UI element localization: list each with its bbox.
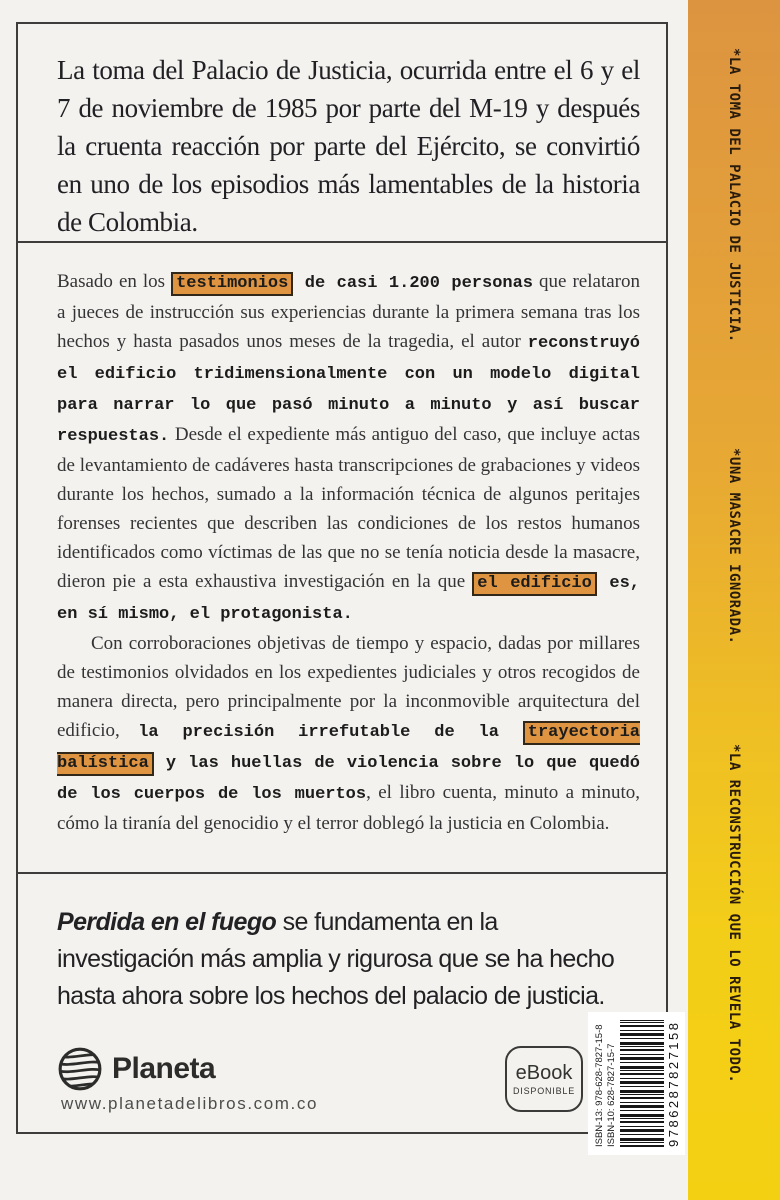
- publisher-brand: [57, 1046, 215, 1092]
- barcode: [588, 1012, 685, 1155]
- barcode-isbn10: ISBN-10: 628-7827-15-7: [605, 1043, 617, 1147]
- footer-section: [18, 874, 666, 1130]
- ebook-badge: [505, 1046, 583, 1112]
- publisher-name: Planeta: [112, 1052, 216, 1085]
- footer-blurb: Perdida en el fuego se fundamenta en la investigación más amplia y rigurosa que se ha hecho hasta ahora sobre los hechos del palacio de justicia.: [57, 908, 615, 1010]
- ebook-badge-sublabel: DISPONIBLE: [512, 1086, 576, 1096]
- synopsis-section: [18, 243, 666, 874]
- body-paragraph: Basado en los testimonios de casi 1.200 personas que relataron a jueces de instrucción sus experiencias durante la primera semana tras los hechos y hasta pasados unos meses de la tragedia, el autor reconstruyó el edificio tridimensionalmente con un modelo digital para narrar lo que pasó minuto a minuto y así buscar respuestas. Desde el expediente más antiguo del caso, que incluye actas de levantamiento de cadáveres hasta transcripciones de grabaciones y videos durante los hechos, sumado a la información técnica de algunos peritajes forenses recientes que describen las condiciones de los restos humanos identificados como víctimas de las que no se tenía noticia desde la masacre, dieron pie a esta exhaustiva investigación en la que el edificio es, en sí mismo, el protagonista.: [57, 271, 640, 624]
- content-frame: [16, 22, 668, 1134]
- barcode-bars-icon: [620, 1020, 664, 1147]
- spine-tagline-2: *UNA MASACRE IGNORADA.: [726, 448, 742, 645]
- spine-strip: [688, 0, 780, 1200]
- ebook-badge-label: eBook: [515, 1062, 573, 1084]
- barcode-content: [588, 1012, 685, 1155]
- publisher-website: www.planetadelibros.com.co: [61, 1094, 319, 1113]
- spine-tagline-3: *LA RECONSTRUCCIÓN QUE LO REVELA TODO.: [726, 744, 742, 1084]
- barcode-number: 9786287827158: [666, 1020, 681, 1147]
- planeta-logo-icon: [57, 1046, 103, 1092]
- barcode-isbn13: ISBN-13: 978-628-7827-15-8: [594, 1024, 605, 1147]
- body-paragraph: Con corroboraciones objetivas de tiempo y espacio, dadas por millares de testimonios olvidados en los expedientes judiciales y otros recogidos de manera directa, pero principalmente por la inconmovible arquitectura del edificio, la precisión irrefutable de la trayectoria balística y las huellas de violencia sobre lo que quedó de los cuerpos de los muertos, el libro cuenta, minuto a minuto, cómo la tiranía del genocidio y el terror doblegó la justicia en Colombia.: [57, 633, 641, 834]
- headline-panel: [18, 24, 666, 243]
- spine-tagline-1: *LA TOMA DEL PALACIO DE JUSTICIA.: [726, 48, 742, 343]
- headline-text: La toma del Palacio de Justicia, ocurrida entre el 6 y el 7 de noviembre de 1985 por parte del M-19 y después la cruenta reacción por parte del Ejército, se convirtió en uno de los episodios más lamentables de la historia de Colombia.: [57, 55, 640, 237]
